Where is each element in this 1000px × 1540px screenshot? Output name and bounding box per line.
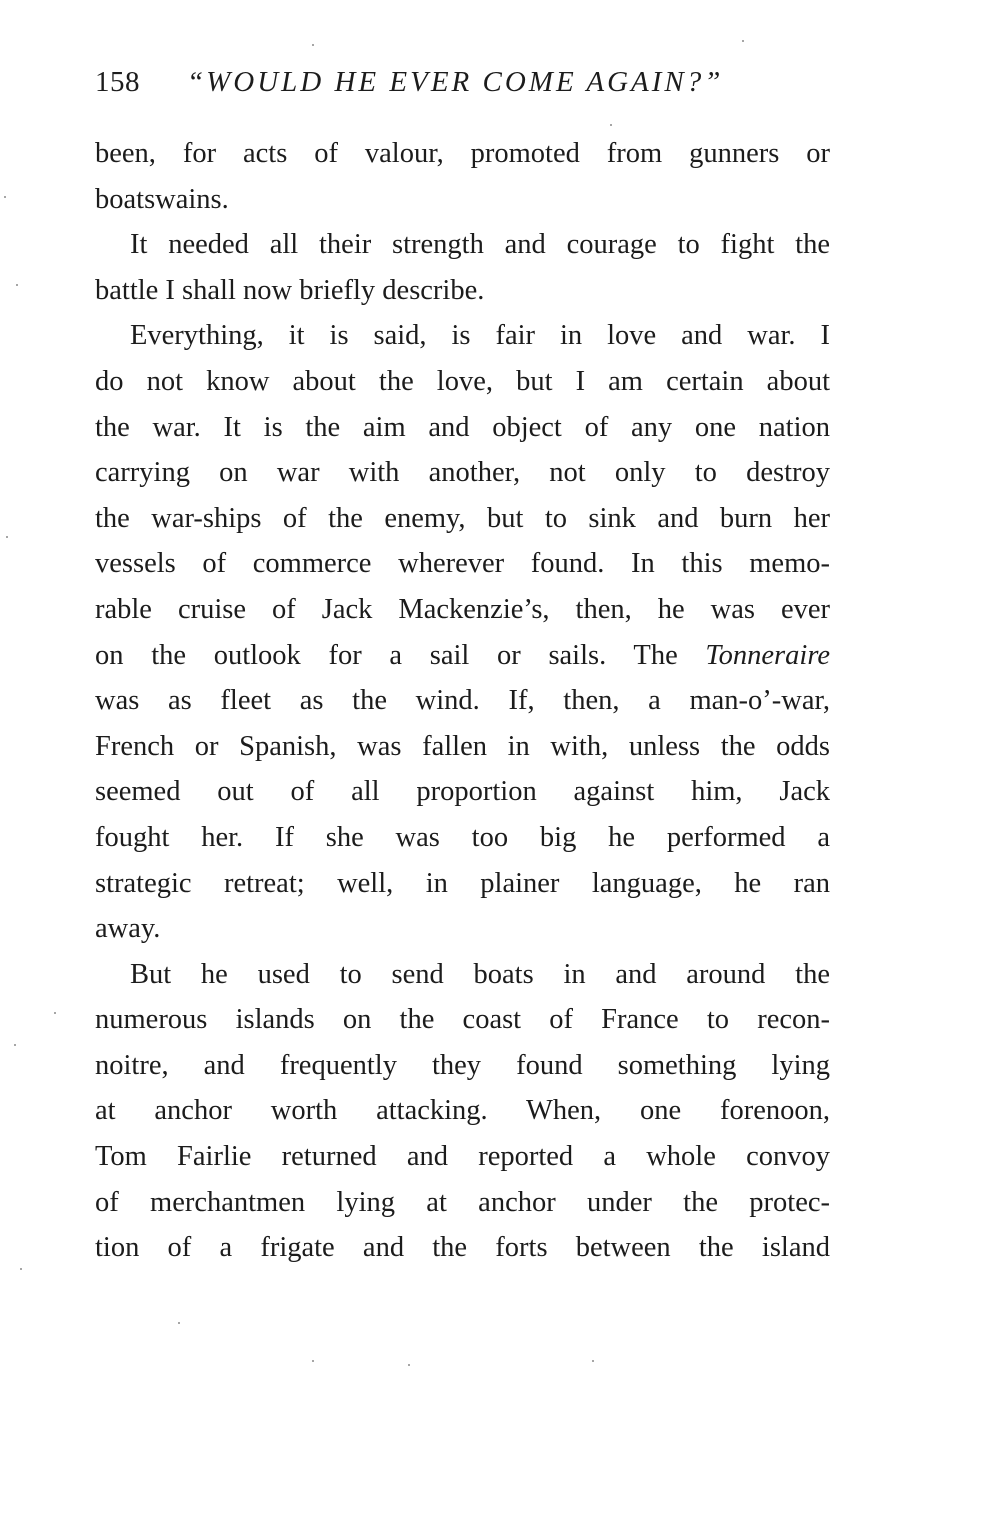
text-line: battle I shall now briefly describe. bbox=[95, 274, 485, 306]
text-line: was as fleet as the wind. If, then, a man-o’-war, bbox=[95, 685, 830, 717]
running-head bbox=[95, 66, 835, 106]
ship-name: Tonneraire bbox=[705, 639, 830, 671]
text-line: tion of a frigate and the forts between the island bbox=[95, 1232, 830, 1264]
text-line: at anchor worth attacking. When, one forenoon, bbox=[95, 1095, 830, 1127]
scan-speck bbox=[4, 196, 6, 198]
body-text bbox=[95, 131, 830, 1271]
ship-line-text: on the outlook for a sail or sails. The bbox=[95, 639, 706, 671]
text-line: But he used to send boats in and around the bbox=[130, 958, 830, 990]
text-line: vessels of commerce wherever found. In this memo- bbox=[95, 548, 830, 580]
text-line: away. bbox=[95, 913, 161, 945]
scan-speck bbox=[6, 536, 8, 538]
text-line: fought her. If she was too big he performed a bbox=[95, 821, 830, 853]
scan-speck bbox=[592, 1360, 594, 1362]
scan-speck bbox=[20, 1268, 22, 1270]
text-line: seemed out of all proportion against him, Jack bbox=[95, 776, 830, 808]
text-line: do not know about the love, but I am certain about bbox=[95, 365, 830, 397]
text-line: Tom Fairlie returned and reported a whole convoy bbox=[95, 1141, 830, 1173]
scan-speck bbox=[54, 1012, 56, 1014]
scan-speck bbox=[16, 284, 18, 286]
paragraph bbox=[95, 952, 830, 1271]
scan-speck bbox=[610, 124, 612, 126]
scan-speck bbox=[312, 44, 314, 46]
scan-speck bbox=[742, 40, 744, 42]
text-line: numerous islands on the coast of France to recon- bbox=[95, 1004, 830, 1036]
text-line: carrying on war with another, not only to destroy bbox=[95, 457, 830, 489]
text-line: boatswains. bbox=[95, 183, 229, 215]
scan-speck bbox=[408, 1364, 410, 1366]
text-line: rable cruise of Jack Mackenzie’s, then, he was ever bbox=[95, 593, 830, 625]
text-line: French or Spanish, was fallen in with, unless the odds bbox=[95, 730, 830, 762]
scan-speck bbox=[14, 1044, 16, 1046]
running-title: “WOULD HE EVER COME AGAIN?” bbox=[187, 66, 724, 98]
text-line: been, for acts of valour, promoted from gunners or bbox=[95, 138, 830, 169]
text-line: of merchantmen lying at anchor under the protec- bbox=[95, 1186, 830, 1218]
text-line: Everything, it is said, is fair in love and war. I bbox=[130, 320, 830, 352]
text-line: the war-ships of the enemy, but to sink and burn her bbox=[95, 502, 830, 534]
scan-speck bbox=[178, 1322, 180, 1324]
scan-speck bbox=[312, 1360, 314, 1362]
paragraph bbox=[95, 222, 830, 313]
text-line: strategic retreat; well, in plainer language, he ran bbox=[95, 867, 830, 899]
text-line: noitre, and frequently they found something lying bbox=[95, 1049, 830, 1081]
text-line-with-ship-name bbox=[95, 633, 830, 679]
paragraph bbox=[95, 131, 830, 222]
text-line: It needed all their strength and courage to fight the bbox=[130, 229, 830, 261]
text-line: the war. It is the aim and object of any one nation bbox=[95, 411, 830, 443]
paragraph bbox=[95, 313, 830, 951]
page-number: 158 bbox=[95, 66, 140, 98]
